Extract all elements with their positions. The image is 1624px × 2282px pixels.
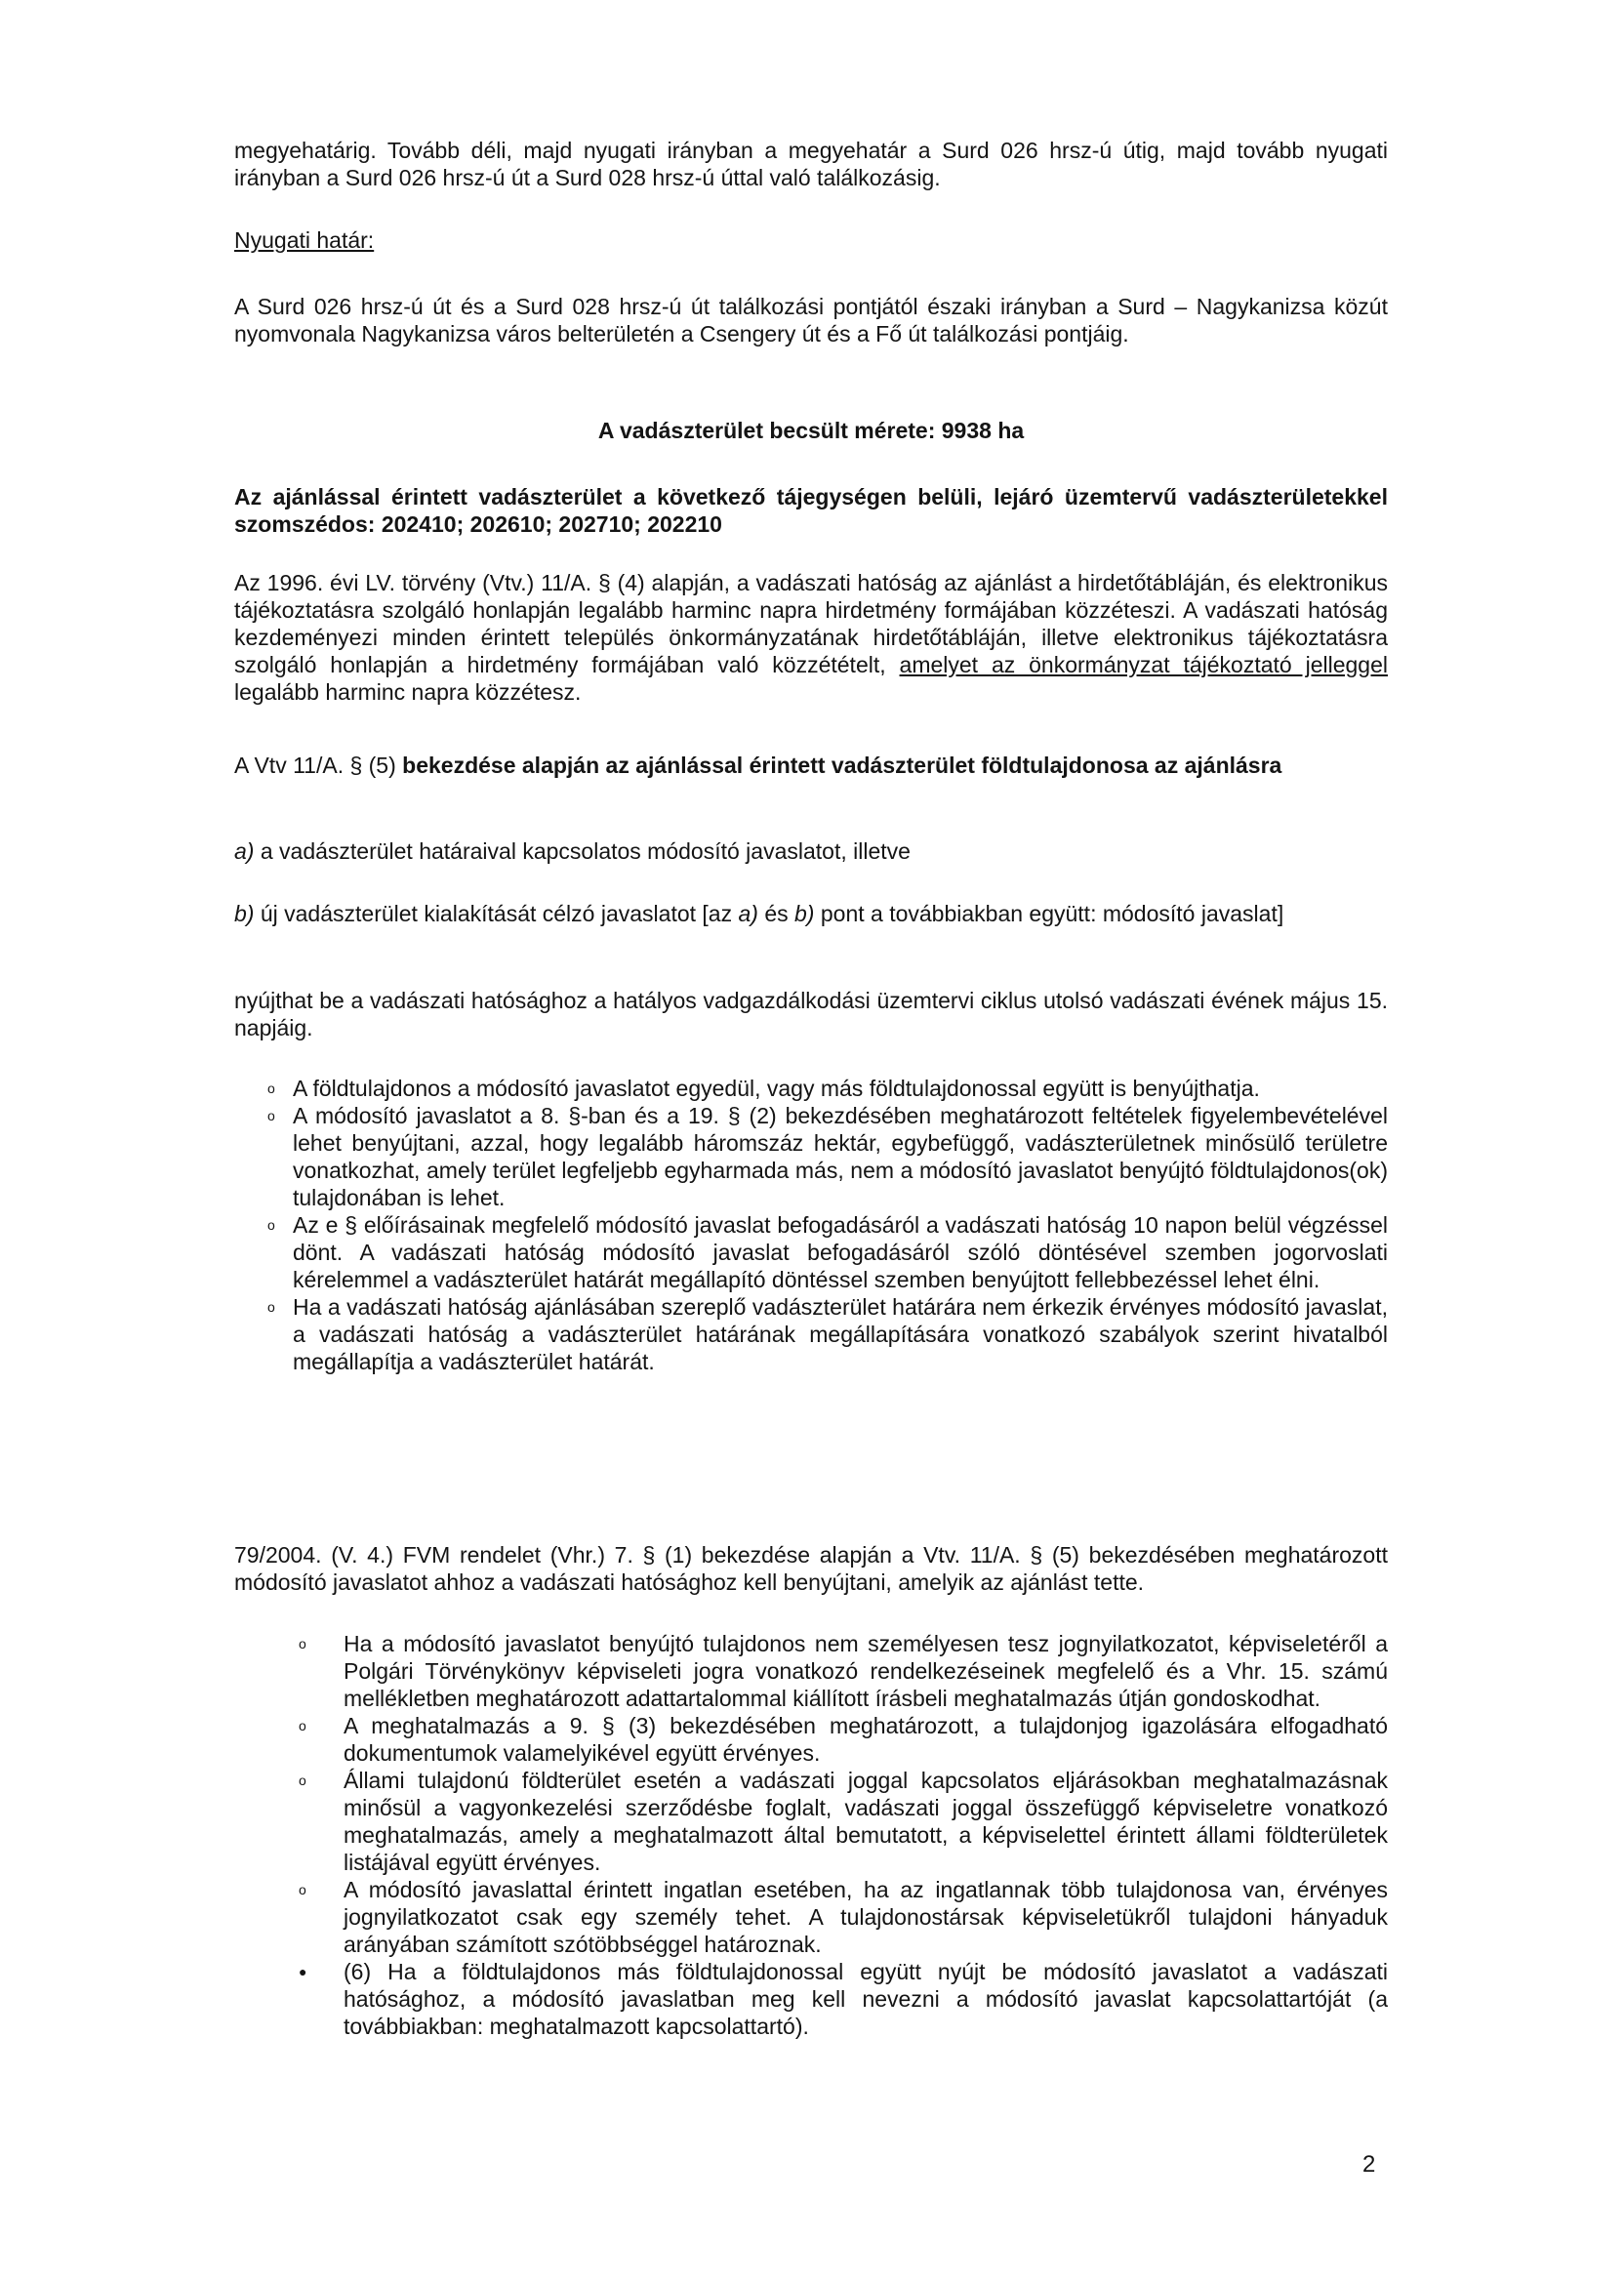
deadline-paragraph: nyújthat be a vadászati hatósághoz a hatályos vadgazdálkodási üzemtervi ciklus utolsó vadászati évének május 15. napjáig. bbox=[234, 988, 1388, 1040]
option-b-mark: b) bbox=[234, 901, 255, 926]
rules-list bbox=[267, 1075, 1388, 1375]
neighbor-areas: Az ajánlással érintett vadászterület a következő tájegységen belüli, lejáró üzemtervű vadászterületekkel szomszédos: 202410; 202610; 202710; 202210 bbox=[234, 484, 1388, 537]
option-b-text-2: és bbox=[757, 901, 795, 926]
law-text-underlined: amelyet az önkormányzat tájékoztató jelleggel bbox=[899, 652, 1388, 677]
law-text-2: legalább harminc napra közzétesz. bbox=[234, 679, 582, 705]
bullet-circle-icon: o bbox=[299, 1882, 306, 1897]
list-item: o Ha a módosító javaslatot benyújtó tulajdonos nem személyesen tesz jognyilatkozatot, képviseletéről a Polgári Törvénykönyv képviseleti jogra vonatkozó rendelkezéseinek megfelelő és a Vhr. 15. számú mellékletben meghatározott adattartalommal kiállított írásbeli meghatalmazás útján gondoskodhat. bbox=[299, 1631, 1388, 1711]
vtv-lead-bold: bekezdése alapján az ajánlással érintett vadászterület földtulajdonosa az ajánlásra bbox=[402, 753, 1282, 778]
list-item: o A meghatalmazás a 9. § (3) bekezdésében meghatározott, a tulajdonjog igazolására elfogadható dokumentumok valamelyikével együtt érvényes. bbox=[299, 1713, 1388, 1766]
bullet-circle-icon: o bbox=[267, 1108, 275, 1123]
option-a-mark: a) bbox=[234, 838, 255, 864]
bullet-dot-icon: ● bbox=[299, 1964, 307, 1979]
option-a-text: a vadászterület határaival kapcsolatos módosító javaslatot, illetve bbox=[254, 838, 911, 864]
bullet-circle-icon: o bbox=[299, 1718, 306, 1733]
option-a bbox=[234, 837, 1388, 865]
authorization-list bbox=[299, 1630, 1388, 2040]
page-number: 2 bbox=[1362, 2151, 1376, 2178]
bullet-circle-icon: o bbox=[267, 1217, 275, 1233]
list-item: o Az e § előírásainak megfelelő módosító javaslat befogadásáról a vadászati hatóság 10 napon belül végzéssel dönt. A vadászati hatóság módosító javaslat befogadásáról szóló döntésével szemben jogorvoslati kérelemmel a vadászterület határát megállapító döntéssel szemben benyújtott fellebbezéssel lehet élni. bbox=[267, 1212, 1388, 1292]
vtv-lead-plain: A Vtv 11/A. § (5) bbox=[234, 753, 403, 778]
decree-paragraph: 79/2004. (V. 4.) FVM rendelet (Vhr.) 7. § (1) bekezdése alapján a Vtv. 11/A. § (5) bekezdésében meghatározott módosító javaslatot ahhoz a vadászati hatósághoz kell benyújtani, amelyik az ajánlást tette. bbox=[234, 1542, 1388, 1595]
bullet-circle-icon: o bbox=[299, 1773, 306, 1788]
list-item: o A módosító javaslattal érintett ingatlan esetében, ha az ingatlannak több tulajdonosa van, érvényes jognyilatkozatot csak egy személy tehet. A tulajdonostársak képviseletükről tulajdoni hányaduk arányában számított szótöbbséggel határoznak. bbox=[299, 1877, 1388, 1957]
west-boundary-text: A Surd 026 hrsz-ú út és a Surd 028 hrsz-ú út találkozási pontjától északi irányban a Surd – Nagykanizsa közút nyomvonala Nagykanizsa város belterületén a Csengery út és a Fő út találkozási pontjáig. bbox=[234, 294, 1388, 346]
area-size bbox=[234, 417, 1388, 444]
law-text-1: Az 1996. évi LV. törvény (Vtv.) 11/A. § (4) alapján, a vadászati hatóság az ajánlást a hirdetőtábláján, és elektronikus tájékoztatásra szolgáló honlapján legalább harminc napra hirdetmény formájában közzéteszi. A vadászati hatóság kezdeményezi minden érintett település önkormányzatának hirdetőtábláján, illetve elektronikus tájékoztatásra szolgáló honlapján a hirdetmény formájában való közzétételt, bbox=[234, 570, 1388, 677]
area-size-text: A vadászterület becsült mérete: 9938 ha bbox=[597, 418, 1025, 443]
bullet-circle-icon: o bbox=[299, 1636, 306, 1651]
option-b-mark-a: a) bbox=[738, 901, 758, 926]
law-paragraph bbox=[234, 569, 1388, 706]
boundary-continuation: megyehatárig. Tovább déli, majd nyugati irányban a megyehatár a Surd 026 hrsz-ú útig, majd tovább nyugati irányban a Surd 026 hrsz-ú út a Surd 028 hrsz-ú úttal való találkozásig. bbox=[234, 138, 1388, 190]
list-item: ● (6) Ha a földtulajdonos más földtulajdonossal együtt nyújt be módosító javaslatot a vadászati hatósághoz, a módosító javaslatban meg kell nevezni a módosító javaslat kapcsolattartóját (a továbbiakban: meghatalmazott kapcsolattartó). bbox=[299, 1959, 1388, 2039]
option-b-mark-b: b) bbox=[794, 901, 815, 926]
option-b-text-3: pont a továbbiakban együtt: módosító javaslat] bbox=[814, 901, 1284, 926]
list-item: o A módosító javaslatot a 8. §-ban és a 19. § (2) bekezdésében meghatározott feltételek figyelembevételével lehet benyújtani, azzal, hogy legalább háromszáz hektár, egybefüggő, vadászterületnek minősülő területre vonatkozhat, amely terület legfeljebb egyharmada más, nem a módosító javaslatot benyújtó földtulajdonos(ok) tulajdonában is lehet. bbox=[267, 1103, 1388, 1210]
list-item: o A földtulajdonos a módosító javaslatot egyedül, vagy más földtulajdonossal együtt is benyújthatja. bbox=[267, 1076, 1260, 1101]
vtv-lead bbox=[234, 752, 1388, 779]
bullet-circle-icon: o bbox=[267, 1080, 275, 1096]
option-b bbox=[234, 900, 1388, 927]
list-item: o Ha a vadászati hatóság ajánlásában szereplő vadászterület határára nem érkezik érvényes módosító javaslat, a vadászati hatóság a vadászterület határának megállapítására vonatkozó szabályok szerint hivatalból megállapítja a vadászterület határát. bbox=[267, 1294, 1388, 1374]
list-item: o Állami tulajdonú földterület esetén a vadászati joggal kapcsolatos eljárásokban meghatalmazásnak minősül a vagyonkezelési szerződésbe foglalt, vadászati joggal összefüggő képviseletre vonatkozó meghatalmazás, amely a meghatalmazott által bemutatott, a képviselettel érintett állami földterületek listájával együtt érvényes. bbox=[299, 1768, 1388, 1875]
bullet-circle-icon: o bbox=[267, 1299, 275, 1315]
west-boundary-heading bbox=[234, 226, 1388, 254]
west-boundary-heading-text: Nyugati határ: bbox=[234, 227, 375, 253]
option-b-text-1: új vadászterület kialakítását célzó javaslatot [az bbox=[254, 901, 739, 926]
